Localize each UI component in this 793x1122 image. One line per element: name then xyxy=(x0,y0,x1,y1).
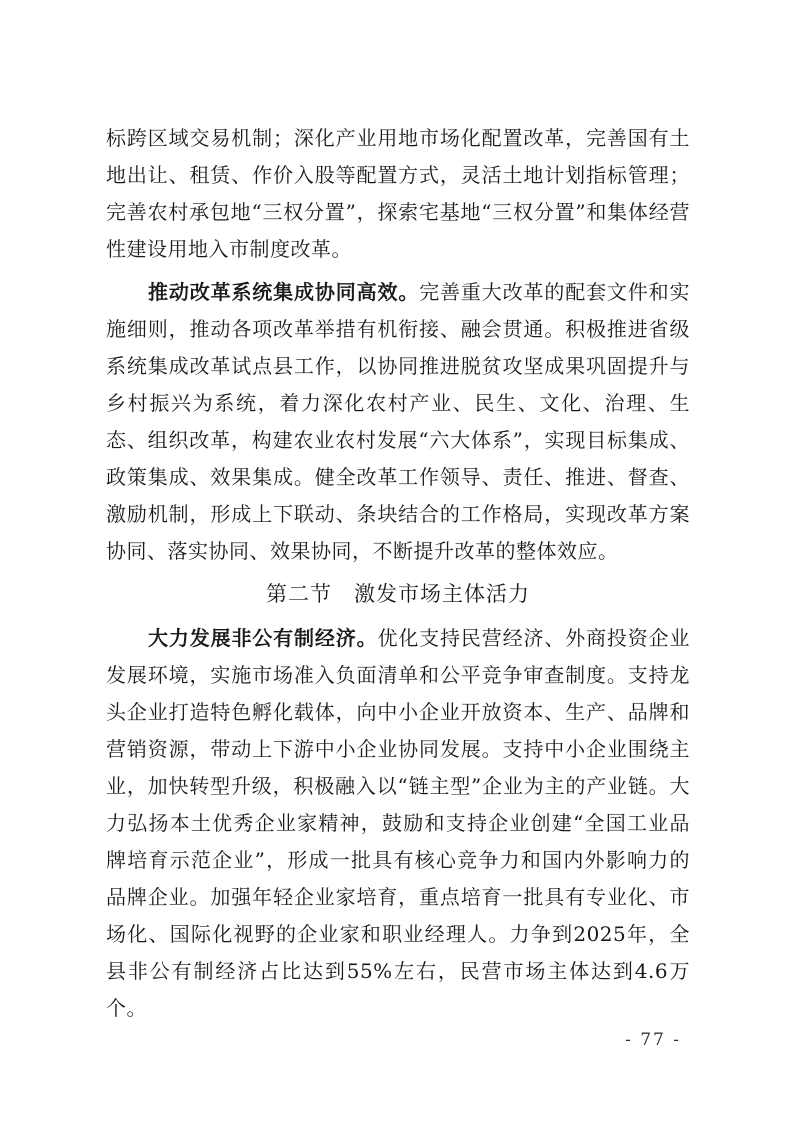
paragraph-land-reform: 标跨区域交易机制；深化产业用地市场化配置改革，完善国有土地出让、租赁、作价入股等配置方式，灵活土地计划指标管理；完善农村承包地“三权分置”，探索宅基地“三权分置”和集体经营性建设用地入市制度改革。 xyxy=(106,126,690,261)
paragraph-lead-heading: 大力发展非公有制经济。 xyxy=(148,626,378,650)
paragraph-private-economy xyxy=(106,620,690,1027)
paragraph-body-text: 优化支持民营经济、外商投资企业发展环境，实施市场准入负面清单和公平竞争审查制度。支持龙头企业打造特色孵化载体，向中小企业开放资本、生产、品牌和营销资源，带动上下游中小企业协同发展。支持中小企业围绕主业，加快转型升级，积极融入以“链主型”企业为主的产业链。大力弘扬本土优秀企业家精神，鼓励和支持企业创建“全国工业品牌培育示范企业”，形成一批具有核心竞争力和国内外影响力的品牌企业。加强年轻企业家培育，重点培育一批具有专业化、市场化、国际化视野的企业家和职业经理人。力争到2025年，全县非公有制经济占比达到55%左右，民营市场主体达到4.6万个。 xyxy=(106,626,691,1020)
paragraph-lead-heading: 推动改革系统集成协同高效。 xyxy=(148,280,420,304)
section-title: 第二节 激发市场主体活力 xyxy=(266,582,530,606)
paragraph-body-text: 完善重大改革的配套文件和实施细则，推动各项改革举措有机衔接、融会贯通。积极推进省级系统集成改革试点县工作，以协同推进脱贫攻坚成果巩固提升与乡村振兴为系统，着力深化农村产业、民生、文化、治理、生态、组织改革，构建农业农村发展“六大体系”，实现目标集成、政策集成、效果集成。健全改革工作领导、责任、推进、督查、激励机制，形成上下联动、条块结合的工作格局，实现改革方案协同、落实协同、效果协同，不断提升改革的整体效应。 xyxy=(106,280,691,563)
document-page xyxy=(106,120,690,1027)
page-number: - 77 - xyxy=(625,1030,681,1050)
paragraph-reform-integration xyxy=(106,274,690,570)
